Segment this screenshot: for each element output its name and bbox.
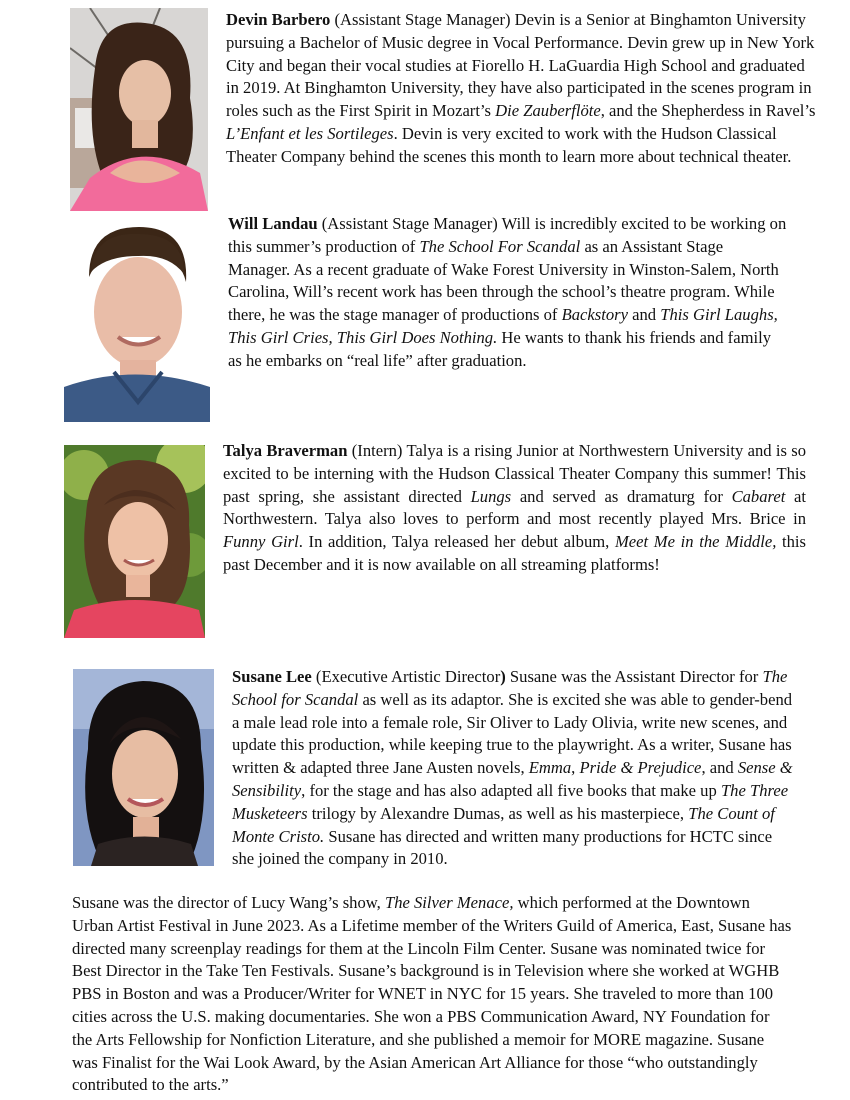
work-title: Cabaret [731,486,786,506]
work-title: The Silver Menace, [384,893,514,912]
bio-susane-lee-continued [72,892,792,1097]
bio-text: , [571,758,580,778]
work-title: The Count of Monte Cristo. [232,803,775,846]
talya-braverman-photo [64,445,205,638]
bio-role: (Assistant Stage Manager) [317,214,498,233]
work-title: Emma [528,758,572,778]
work-title: Lungs [470,486,512,506]
bio-name: Talya Braverman [223,441,348,460]
bio-text: Susane has directed and written many productions for HCTC since she joined the company in 2010. [232,826,773,869]
work-title: L’Enfant et les Sortileges [226,123,394,143]
bio-text: Talya is a rising Junior at Northwestern University and is so excited to be interning with the Hudson Classical Theater Company this summer! This past spring, she assistant directed [223,441,806,506]
bio-text: He wants to thank his friends and family as he embarks on “real life” after graduation. [228,327,771,370]
bio-text: at Northwestern. Talya also loves to perform and most recently played Mrs. Brice in [223,486,807,529]
bio-devin-barbero [226,9,816,169]
work-title: The Three Musketeers [232,780,789,823]
work-title: Die Zauberflöte [495,101,601,121]
work-title: The School For Scandal [419,236,581,256]
bio-name: Susane Lee [232,667,312,686]
bio-text: Devin is a Senior at Binghamton University pursuing a Bachelor of Music degree in Vocal Performance. Devin grew up in New York City and began their vocal studies at Fiorello H. LaGuardia High School and graduated in 2019. At Binghamton University, they have also participated in the scenes program in roles such as the First Spirit in Mozart’s [226,10,815,121]
work-title: This Girl Laughs, This Girl Cries, This Girl Does Nothing. [228,305,778,347]
bio-role: (Intern) [347,441,403,460]
bio-text: Susane was the director of Lucy Wang’s show, [72,893,385,912]
bio-text: , and the Shepherdess in Ravel’s [600,101,816,121]
bio-text: which performed at the Downtown Urban Artist Festival in June 2023. As a Lifetime member of the Writers Guild of America, East, Susane has directed many screenplay readings for them at the Lincoln Film Center. Susane was nominated twice for Best Director in the Take Ten Festivals. Susane’s background is in Television where she worked at WGHB PBS in Boston and was a Producer/Writer for WNET in NYC for 15 years. She traveled to more than 100 cities across the U.S. making documentaries. She won a PBS Communication Award, NY Foundation for the Arts Fellowship for Nonfiction Literature, and she published a memoir for MORE magazine. Susane was Finalist for the Wai Look Award, by the Asian American Art Alliance for those “who outstandingly contributed to the arts.” [72,893,792,1095]
will-landau-photo [64,212,210,422]
bio-talya-braverman [223,440,806,577]
bio-text: this past December and it is now available on all streaming platforms! [223,532,806,574]
work-title: Pride & Prejudice [579,758,702,778]
work-title: Funny Girl [223,532,299,552]
bio-text: and [627,305,661,325]
work-title: Sense & Sensibility [232,758,793,800]
work-title: Meet Me in the Middle, [614,532,777,552]
bio-role: (Executive Artistic Director [311,667,501,686]
bio-text: . Devin is very excited to work with the Hudson Classical Theater Company behind the scenes this month to learn more about technical theater. [226,123,792,166]
bio-name: Devin Barbero [226,10,331,29]
bio-will-landau [228,213,788,373]
bio-role-paren: ) [500,667,506,686]
bio-role: (Assistant Stage Manager) [330,10,511,29]
bio-text: Will is incredibly excited to be working on this summer’s production of [228,214,787,256]
bio-susane-lee [232,666,798,871]
bio-text: , for the stage and has also adapted all five books that make up [301,780,721,800]
bio-text: , and [701,758,738,778]
work-title: The School for Scandal [232,667,788,709]
bio-text: Susane was the Assistant Director for [505,667,763,686]
susane-lee-photo [73,669,214,866]
bio-text: and served as dramaturg for [511,486,732,506]
bio-text: trilogy by Alexandre Dumas, as well as his masterpiece, [307,803,689,823]
bio-text: as an Assistant Stage Manager. As a recent graduate of Wake Forest University in Winston-Salem, North Carolina, Will’s recent work has been through the school’s theatre program. While there, he was the stage manager of productions of [228,236,779,325]
bio-text: as well as its adaptor. She is excited she was able to gender-bend a male lead role into a female role, Sir Oliver to Lady Olivia, write new scenes, and update this production, while keeping true to the playwright. As a writer, Susane has written & adapted three Jane Austen novels, [232,689,793,778]
bio-text: . In addition, Talya released her debut album, [298,532,615,552]
bio-name: Will Landau [228,214,318,233]
devin-barbero-photo [70,8,208,211]
work-title: Backstory [561,305,628,325]
